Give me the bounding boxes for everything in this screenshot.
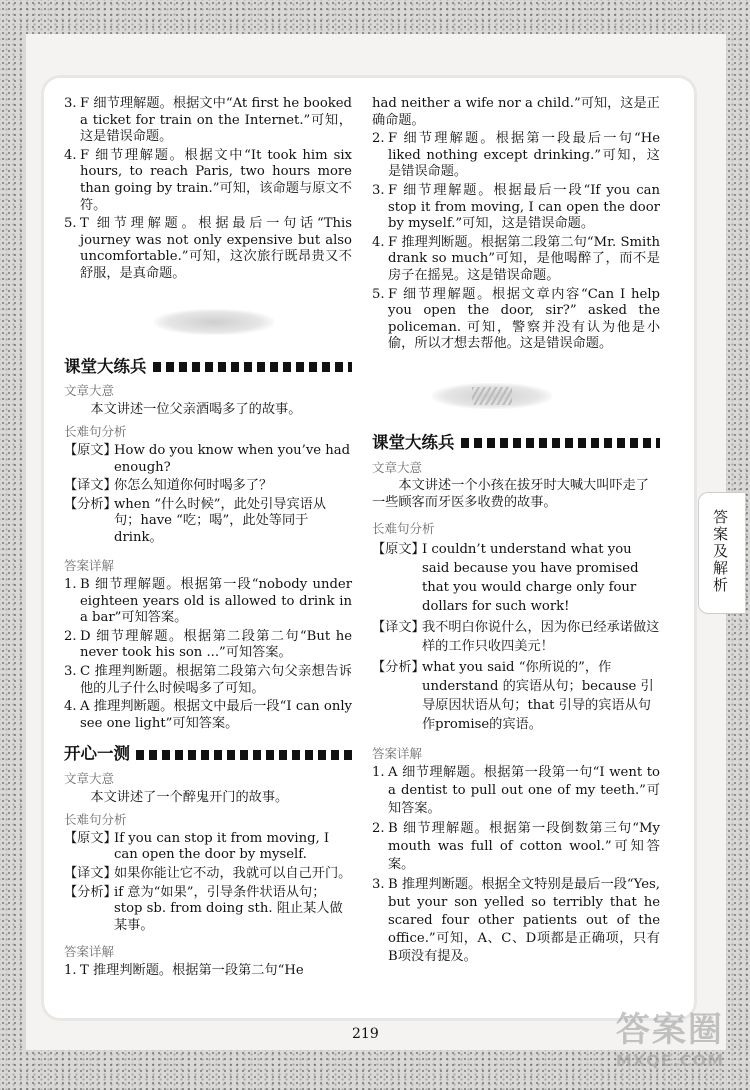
answer-label: 答案详解 (372, 745, 423, 761)
lesson-banner (64, 297, 352, 349)
answer-label: 答案详解 (64, 558, 115, 574)
yuanwen-row: 【原文】 How do you know when you’ve had enough? (64, 442, 351, 475)
fenxi-row: 【分析】 when “什么时候”，此处引导宾语从句；have “吃；喝”，此处等同于drink。 (64, 496, 327, 545)
answer-item: 3. F 细节理解题。根据文中“At first he booked a ticket for train on the Internet.”可知，这是错误命题。 (64, 96, 352, 145)
answer-item: 1. T 推理判断题。根据第一段第二句“He (64, 962, 304, 978)
yiwen-row: 【译文】 你怎么知道你何时喝多了？ (64, 478, 273, 494)
answer-item: 4. F 细节理解题。根据文中“It took him six hours, to reach Paris, two hours more than going by train.”可知，该命题与原文不符。 (64, 147, 352, 213)
left-column (64, 96, 352, 982)
yuanwen-row: 【原文】 I couldn’t understand what you said because you have promised that you would charge only four dollars for such work! (372, 541, 639, 614)
answer-item: 5. F 细节理解题。根据文章内容“Can I help you open the door, sir?” asked the policeman. 可知，警察并没有认为他是小偷，所以才想去帮他。这是错误命题。 (372, 286, 660, 352)
analysis-label: 长难句分析 (64, 424, 127, 440)
gist-text: 本文讲述一位父亲酒喝多了的故事。 (90, 401, 302, 417)
gist-label: 文章大意 (64, 771, 115, 786)
fenxi-row: 【分析】 what you said “你所说的”，作understand 的宾语从句；because 引导原因状语从句；that 引导的宾语从句作promise的宾语。 (372, 659, 654, 732)
section-title: 课堂大练兵 (64, 359, 352, 376)
right-column (372, 96, 660, 968)
answer-item: 1. A 细节理解题。根据第一段第一句“I went to a dentist to pull out one of my teeth.”可知答案。 (372, 765, 660, 817)
side-tab: 答案及解析 (698, 492, 745, 614)
answer-item: 5. T 细节理解题。根据最后一句话“This journey was not only expensive but also uncomfortable.”可知，这次旅行既昂贵又不舒服，是真命题。 (64, 216, 352, 281)
analysis-label: 长难句分析 (372, 521, 435, 537)
answer-label: 答案详解 (64, 944, 115, 960)
scan-border-top (0, 0, 750, 34)
scan-border-left (0, 0, 26, 1090)
answer-item: 3. C 推理判断题。根据第二段第六句父亲想告诉他的儿子什么时候喝多了可知。 (64, 664, 352, 696)
watermark-logo: 答案圈 MXQE.COM (615, 1010, 724, 1070)
answer-item: 2. B 细节理解题。根据第一段倒数第三句“My mouth was full of cotton wool.”可知答案。 (372, 821, 660, 873)
answer-item: 3. B 推理判断题。根据全文特别是最后一段“Yes, but your son yelled so terribly that he scared four other patients out of the office.”可知，A、C、D项都是正确项，只有B项没有提及。 (372, 877, 660, 965)
section-title: 开心一测 (64, 746, 352, 763)
answer-item: 2. D 细节理解题。根据第二段第二句“But he never took his son ...”可知答案。 (64, 628, 352, 661)
answer-item: 3. F 细节理解题。根据最后一段“If you can stop it from moving, I can open the door by myself.”可知，这是错误命题。 (372, 182, 660, 232)
continued-text: had neither a wife nor a child.”可知，这是正确命题。 (372, 96, 660, 128)
yuanwen-row: 【原文】 If you can stop it from moving, I can open the door by myself. (64, 830, 330, 863)
gist-label: 文章大意 (64, 383, 115, 399)
answer-item: 1. B 细节理解题。根据第一段“nobody under eighteen years old is allowed to drink in a bar”可知答案。 (64, 577, 352, 626)
gist-label: 文章大意 (372, 459, 423, 475)
analysis-label: 长难句分析 (64, 812, 127, 828)
yiwen-row: 【译文】 如果你能让它不动，我就可以自己开门。 (64, 865, 352, 881)
answer-item: 2. F 细节理解题。根据第一段最后一句“He liked nothing except drinking.”可知，这是错误命题。 (372, 131, 660, 180)
lesson-banner (372, 369, 660, 425)
answer-item: 4. A 推理判断题。根据文中最后一段“I can only see one light”可知答案。 (64, 699, 352, 731)
yiwen-row: 【译文】 我不明白你说什么，因为你已经承诺做这样的工作只收四美元！ (372, 619, 660, 654)
section-title: 课堂大练兵 (372, 435, 660, 452)
answer-item: 4. F 推理判断题。根据第二段第二句“Mr. Smith drank so much”可知，是他喝醉了，而不是房子在摇晃。这是错误命题。 (372, 234, 660, 283)
gist-text: 本文讲述一个小孩在拔牙时大喊大叫吓走了一些顾客而牙医多收费的故事。 (372, 478, 649, 510)
fenxi-row: 【分析】 if 意为“如果”，引导条件状语从句；stop sb. from doing sth. 阻止某人做某事。 (64, 884, 343, 933)
gist-text: 本文讲述了一个醉鬼开门的故事。 (90, 789, 289, 805)
page-number: 219 (352, 1026, 379, 1042)
